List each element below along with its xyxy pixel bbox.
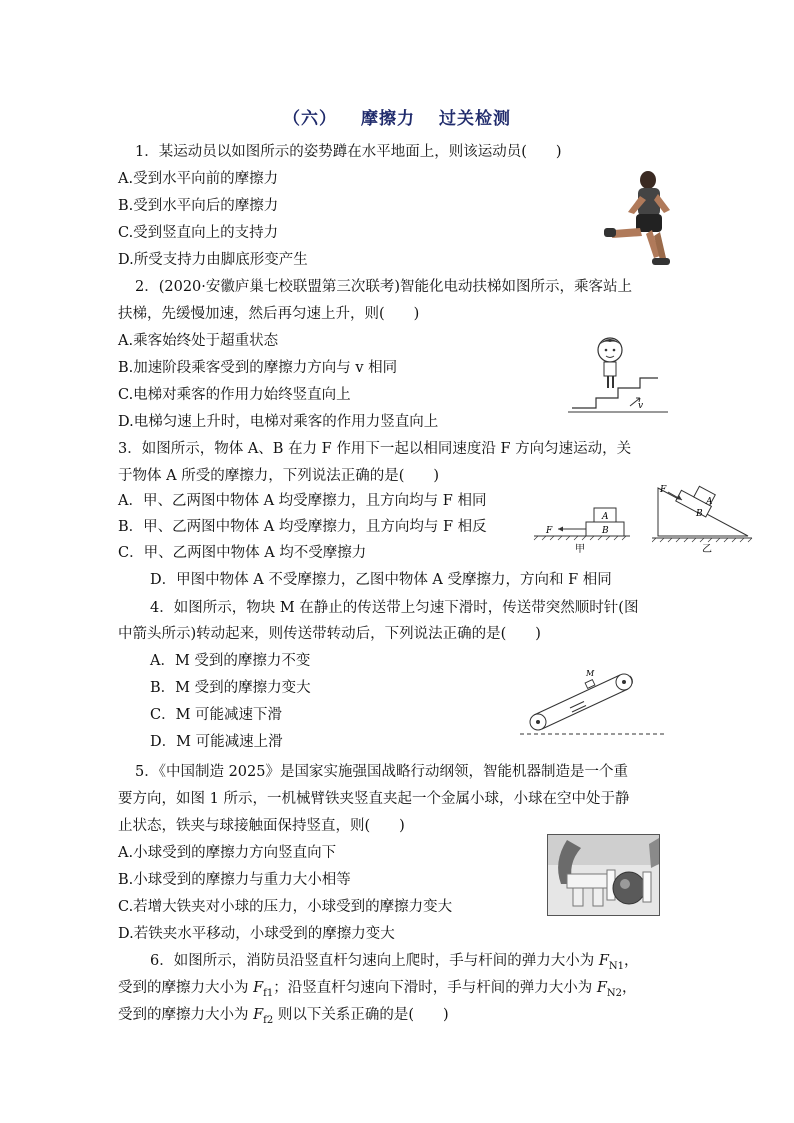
q3-option-c: C．甲、乙两图中物体 A 均不受摩擦力 bbox=[118, 545, 367, 561]
figure-label-yi: 乙 bbox=[702, 544, 712, 554]
q6-text: ， bbox=[622, 980, 637, 996]
q1-option-d: D.所受支持力由脚底形变产生 bbox=[118, 252, 308, 268]
escalator-figure bbox=[568, 332, 672, 414]
q5-stem-line3: 止状态，铁夹与球接触面保持竖直，则( ) bbox=[118, 818, 405, 834]
q6-text: 受到的摩擦力大小为 bbox=[118, 1007, 254, 1023]
velocity-label: v bbox=[638, 401, 644, 411]
q4-option-b: B．M 受到的摩擦力变大 bbox=[150, 680, 311, 696]
force-label-jia: F bbox=[546, 526, 553, 536]
incline-block-a-label: A bbox=[706, 497, 713, 507]
q5-stem-line2: 要方向，如图 1 所示，一机械臂铁夹竖直夹起一个金属小球，小球在空中处于静 bbox=[118, 791, 630, 807]
title-subtitle: 过关检测 bbox=[439, 109, 511, 129]
robot-clamp-photo bbox=[547, 834, 660, 916]
q6-text: 则以下关系正确的是( ) bbox=[273, 1007, 449, 1023]
title-number: （六） bbox=[283, 109, 337, 129]
q2-stem-line2: 扶梯，先缓慢加速，然后再匀速上升，则( ) bbox=[118, 306, 420, 322]
q3-stem-line1: 3．如图所示，物体 A、B 在力 F 作用下一起以相同速度沿 F 方向匀速运动，关 bbox=[118, 441, 632, 457]
q1-option-b: B.受到水平向后的摩擦力 bbox=[118, 198, 279, 214]
page-title bbox=[0, 104, 794, 129]
block-a-label: A bbox=[602, 512, 609, 522]
q2-option-c: C.电梯对乘客的作用力始终竖直向上 bbox=[118, 387, 351, 403]
q5-stem-line1: 5．《中国制造 2025》是国家实施强国战略行动纲领，智能机器制造是一个重 bbox=[135, 764, 628, 780]
q6-text: 受到的摩擦力大小为 bbox=[118, 980, 254, 996]
q6-symbol: F bbox=[598, 953, 609, 969]
q6-symbol: F bbox=[596, 980, 607, 996]
q4-option-d: D．M 可能减速上滑 bbox=[150, 734, 283, 750]
q4-option-c: C．M 可能减速下滑 bbox=[150, 707, 283, 723]
q6-subscript: N1 bbox=[608, 960, 625, 972]
q2-option-b: B.加速阶段乘客受到的摩擦力方向与 v 相同 bbox=[118, 360, 398, 376]
incline-block-b-label: B bbox=[696, 509, 703, 519]
q2-option-d: D.电梯匀速上升时，电梯对乘客的作用力竖直向上 bbox=[118, 414, 439, 430]
q6-text: ， bbox=[624, 953, 639, 969]
q6-stem-line2 bbox=[118, 978, 637, 1004]
q6-text: 6．如图所示，消防员沿竖直杆匀速向上爬时，手与杆间的弹力大小为 bbox=[150, 953, 599, 969]
figure-label-jia: 甲 bbox=[575, 544, 585, 554]
athlete-squat-figure bbox=[600, 166, 680, 272]
q1-option-c: C.受到竖直向上的支持力 bbox=[118, 225, 279, 241]
q5-option-c: C.若增大铁夹对小球的压力，小球受到的摩擦力变大 bbox=[118, 899, 453, 915]
block-b-label: B bbox=[602, 526, 609, 536]
q6-subscript: f2 bbox=[263, 1014, 274, 1026]
q4-stem-line2: 中箭头所示)转动起来，则传送带转动后，下列说法正确的是( ) bbox=[118, 626, 541, 642]
figure-jia-blocks bbox=[532, 488, 632, 554]
q1-stem: 1．某运动员以如图所示的姿势蹲在水平地面上，则该运动员( ) bbox=[135, 144, 562, 160]
q4-stem-line1: 4．如图所示，物块 M 在静止的传送带上匀速下滑时，传送带突然顺时针(图 bbox=[150, 600, 639, 616]
conveyor-belt-figure bbox=[520, 664, 666, 736]
q2-stem-line1: 2．(2020·安徽庐巢七校联盟第三次联考)智能化电动扶梯如图所示，乘客站上 bbox=[135, 279, 633, 295]
q1-option-a: A.受到水平向前的摩擦力 bbox=[118, 171, 279, 187]
q6-stem-line3 bbox=[118, 1005, 449, 1031]
q6-text: ；沿竖直杆匀速向下滑时，手与杆间的弹力大小为 bbox=[273, 980, 597, 996]
q3-option-d: D．甲图中物体 A 不受摩擦力，乙图中物体 A 受摩擦力，方向和 F 相同 bbox=[150, 572, 612, 588]
q5-option-b: B.小球受到的摩擦力与重力大小相等 bbox=[118, 872, 351, 888]
q3-stem-line2: 于物体 A 所受的摩擦力，下列说法正确的是( ) bbox=[118, 468, 440, 484]
q5-option-a: A.小球受到的摩擦力方向竖直向下 bbox=[118, 845, 337, 861]
block-m-label: M bbox=[586, 669, 595, 678]
q5-option-d: D.若铁夹水平移动，小球受到的摩擦力变大 bbox=[118, 926, 395, 942]
q4-option-a: A．M 受到的摩擦力不变 bbox=[150, 653, 311, 669]
force-label-yi: F bbox=[660, 485, 667, 495]
title-topic: 摩擦力 bbox=[361, 109, 415, 129]
figure-yi-incline bbox=[652, 482, 756, 554]
q6-symbol: F bbox=[253, 1007, 264, 1023]
q3-option-b: B．甲、乙两图中物体 A 均受摩擦力，且方向均与 F 相反 bbox=[118, 519, 487, 535]
q6-stem-line1 bbox=[150, 951, 639, 977]
q6-subscript: N2 bbox=[606, 987, 623, 999]
q6-subscript: f1 bbox=[263, 987, 274, 999]
q6-symbol: F bbox=[253, 980, 264, 996]
q2-option-a: A.乘客始终处于超重状态 bbox=[118, 333, 279, 349]
q3-option-a: A．甲、乙两图中物体 A 均受摩擦力，且方向均与 F 相同 bbox=[118, 493, 487, 509]
